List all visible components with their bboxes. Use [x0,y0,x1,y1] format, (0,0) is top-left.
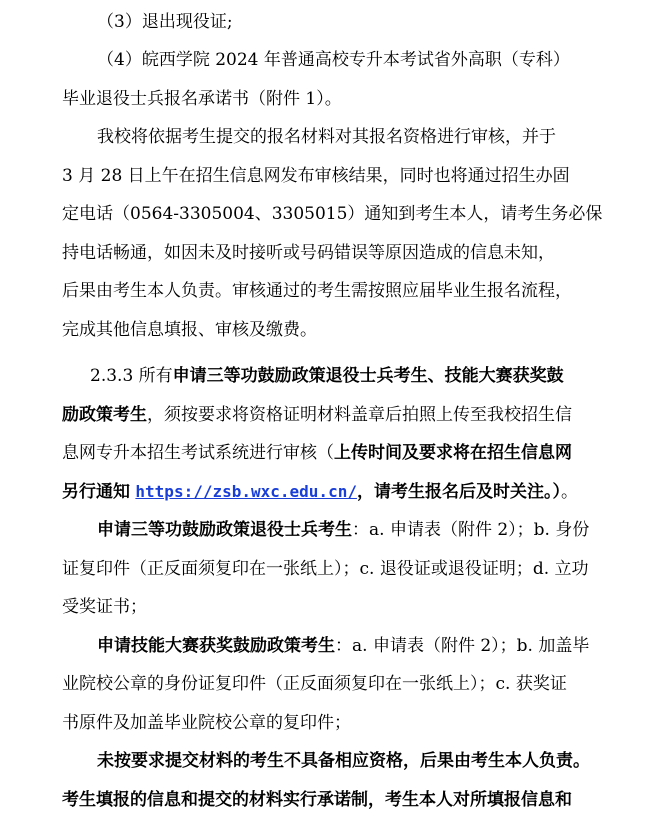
soldier-req-line-1 [0,518,649,542]
skill-req-line-3: 书原件及加盖毕业院校公章的复印件； [62,713,351,733]
review-para-line-2: 3 月 28 日上午在招生信息网发布审核结果，同时也将通过招生办固 [62,166,570,186]
section-233-line-4 [0,480,649,504]
skill-req-line-1 [0,634,649,658]
item-3: （3）退出现役证; [97,12,233,32]
section-233-end: 。 [560,482,578,502]
section-233-bold-4: 另行通知 [62,482,130,502]
review-para-line-1: 我校将依据考生提交的报名材料对其报名资格进行审核，并于 [97,127,556,147]
section-233-bold-2: 励政策考生 [62,405,147,425]
admissions-site-link[interactable]: https://zsb.wxc.edu.cn/ [135,482,357,501]
review-para-line-5: 后果由考生本人负责。审核通过的考生需按照应届毕业生报名流程， [62,281,572,301]
section-233-line-1 [0,364,649,388]
skill-req-line-2: 业院校公章的身份证复印件（正反面须复印在一张纸上）；c. 获奖证 [62,674,567,694]
section-233-bold-3: 上传时间及要求将在招生信息网 [334,443,572,463]
review-para-line-3: 定电话（0564-3305004、3305015）通知到考生本人，请考生务必保 [62,204,603,224]
soldier-req-line-2: 证复印件（正反面须复印在一张纸上）；c. 退役证或退役证明；d. 立功 [62,559,589,579]
review-para-line-6: 完成其他信息填报、审核及缴费。 [62,320,317,340]
section-233-text-3: 息网专升本招生考试系统进行审核（ [62,443,334,463]
item-4-line-2: 毕业退役士兵报名承诺书（附件 1）。 [62,89,342,109]
soldier-req-line-3: 受奖证书； [62,597,147,617]
soldier-req-text-1: ：a. 申请表（附件 2）；b. 身份 [352,520,590,540]
soldier-req-title: 申请三等功鼓励政策退役士兵考生 [97,520,352,540]
skill-req-title: 申请技能大赛获奖鼓励政策考生 [97,636,335,656]
review-para-line-4: 持电话畅通，如因未及时接听或号码错误等原因造成的信息未知， [62,243,555,263]
section-233-prefix: 2.3.3 所有 [90,366,173,386]
section-233-text-2: ，须按要求将资格证明材料盖章后拍照上传至我校招生信 [147,405,572,425]
skill-req-text-1: ：a. 申请表（附件 2）；b. 加盖毕 [335,636,590,656]
item-4-line-1: （4）皖西学院 2024 年普通高校专升本考试省外高职（专科） [97,50,570,70]
section-233-line-2 [0,403,649,427]
section-233-bold-5: ，请考生报名后及时关注。） [356,482,561,502]
section-233-bold-1: 申请三等功鼓励政策退役士兵考生、技能大赛获奖鼓 [172,366,564,386]
final-note-line-1: 未按要求提交材料的考生不具备相应资格，后果由考生本人负责。 [97,751,590,771]
final-note-line-2: 考生填报的信息和提交的材料实行承诺制，考生本人对所填报信息和 [62,790,572,810]
section-233-line-3 [0,441,649,465]
